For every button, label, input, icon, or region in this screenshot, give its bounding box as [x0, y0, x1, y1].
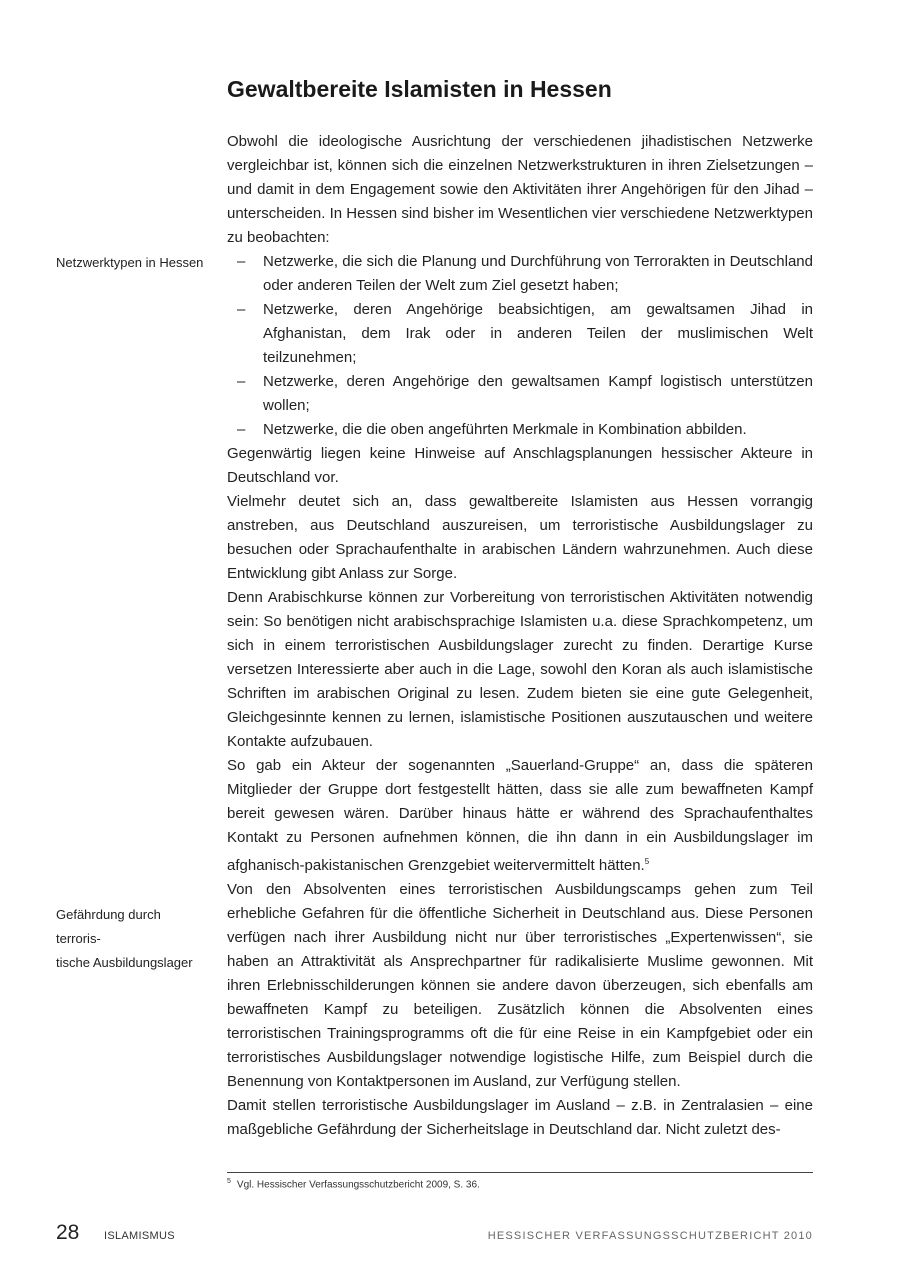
footnote-text: Vgl. Hessischer Verfassungsschutzbericht 2009, S. 36.	[236, 1179, 480, 1191]
list-item	[227, 418, 813, 442]
paragraph-sauerland	[227, 754, 813, 878]
network-types-list	[227, 250, 813, 442]
footnote	[227, 1175, 480, 1192]
page-number: 28	[56, 1221, 80, 1244]
list-item-text: Netzwerke, deren Angehörige beabsichtigen, am gewaltsamen Jihad in Afghanistan, dem Irak oder in anderen Teilen der muslimischen Welt teilzunehmen;	[263, 301, 813, 366]
margin-note-line: tische Ausbildungslager	[56, 955, 193, 970]
section-ausbildungslager	[227, 878, 813, 1142]
list-item-text: Netzwerke, deren Angehörige den gewaltsamen Kampf logistisch unterstützen wollen;	[263, 373, 813, 414]
list-item	[227, 298, 813, 370]
list-dash: –	[237, 421, 246, 438]
paragraph-damit: Damit stellen terroristische Ausbildungslager im Ausland – z.B. in Zentralasien – eine maßgebliche Gefährdung der Sicherheitslage in Deutschland dar. Nicht zuletzt des-	[227, 1097, 813, 1138]
footnote-number: 5	[227, 1178, 231, 1185]
footnote-divider	[227, 1172, 813, 1173]
page-title: Gewaltbereite Islamisten in Hessen	[227, 76, 612, 102]
list-item-text: Netzwerke, die die oben angeführten Merkmale in Kombination abbilden.	[263, 421, 747, 438]
footnote-reference[interactable]: 5	[644, 857, 650, 866]
footer-section-label: ISLAMISMUS	[104, 1230, 175, 1242]
list-item-text: Netzwerke, die sich die Planung und Durchführung von Terrorakten in Deutschland oder anderen Teilen der Welt zum Ziel gesetzt haben;	[263, 253, 813, 294]
margin-note-netzwerktypen: Netzwerktypen in Hessen	[56, 255, 204, 270]
footer-publication-title: HESSISCHER VERFASSUNGSSCHUTZBERICHT 2010	[487, 1230, 813, 1242]
margin-note-gefaehrdung	[56, 903, 206, 975]
list-item	[227, 250, 813, 298]
section-netzwerke	[227, 130, 813, 878]
paragraph-hinweise: Gegenwärtig liegen keine Hinweise auf Anschlagsplanungen hessischer Akteure in Deutschland vor.	[227, 445, 813, 486]
list-item	[227, 370, 813, 418]
paragraph-vielmehr: Vielmehr deutet sich an, dass gewaltbereite Islamisten aus Hessen vorrangig anstreben, aus Deutschland auszureisen, um terroristische Ausbildungslager zu besuchen oder Sprachaufenthalte in arabischen Ländern wahrzunehmen. Auch diese Entwicklung gibt Anlass zur Sorge.	[227, 493, 813, 582]
intro-paragraph: Obwohl die ideologische Ausrichtung der verschiedenen jihadistischen Netzwerke vergleichbar ist, können sich die einzelnen Netzwerkstrukturen in ihren Zielsetzungen – und damit in dem Engagement sowie den Aktivitäten ihrer Angehörigen für den Jihad – unterscheiden. In Hessen sind bisher im Wesentlichen vier verschiedene Netzwerktypen zu beobachten:	[227, 133, 813, 246]
list-dash: –	[237, 253, 246, 270]
paragraph-absolventen: Von den Absolventen eines terroristischen Ausbildungscamps gehen zum Teil erhebliche Gefahren für die öffentliche Sicherheit in Deutschland aus. Diese Personen verfügen nach ihrer Ausbildung nicht nur über terroristisches „Expertenwissen“, sie haben an Attraktivität als Ansprechpartner für radikalisierte Muslime gewonnen. Mit ihren Erlebnisschilderungen können sie andere davon überzeugen, sich ebenfalls am bewaffneten Kampf zu beteiligen. Zusätzlich können die Absolventen eines terroristischen Trainingsprogramms oft die für eine Reise in ein Kampfgebiet oder ein terroristisches Ausbildungslager notwendige logistische Hilfe, zum Beispiel durch die Benennung von Kontaktpersonen im Ausland, zur Verfügung stellen.	[227, 881, 813, 1090]
paragraph-sauerland-text: So gab ein Akteur der sogenannten „Sauerland-Gruppe“ an, dass die späteren Mitglieder der Gruppe dort festgestellt hätten, dass sie alle zum bewaffneten Kampf bereit gewesen wären. Darüber hinaus hätte er während des Sprachaufenthaltes Kontakt zu Personen aufnehmen können, die ihn dann in ein Ausbildungslager im afghanisch-pakistanischen Grenzgebiet weitervermittelt hätten.	[227, 757, 813, 874]
list-dash: –	[237, 301, 246, 318]
list-dash: –	[237, 373, 246, 390]
margin-note-line: Gefährdung durch terroris-	[56, 907, 161, 946]
paragraph-arabischkurse: Denn Arabischkurse können zur Vorbereitung von terroristischen Aktivitäten notwendig sein: So benötigen nicht arabischsprachige Islamisten u.a. diese Sprachkompetenz, um sich in einem terroristischen Ausbildungslager zurecht zu finden. Derartige Kurse versetzen Interessierte aber auch in die Lage, sowohl den Koran als auch islamistische Schriften im arabischen Original zu lesen. Zudem bieten sie eine gute Gelegenheit, Gleichgesinnte kennen zu lernen, islamistische Positionen auszutauschen und weitere Kontakte aufzubauen.	[227, 589, 813, 750]
